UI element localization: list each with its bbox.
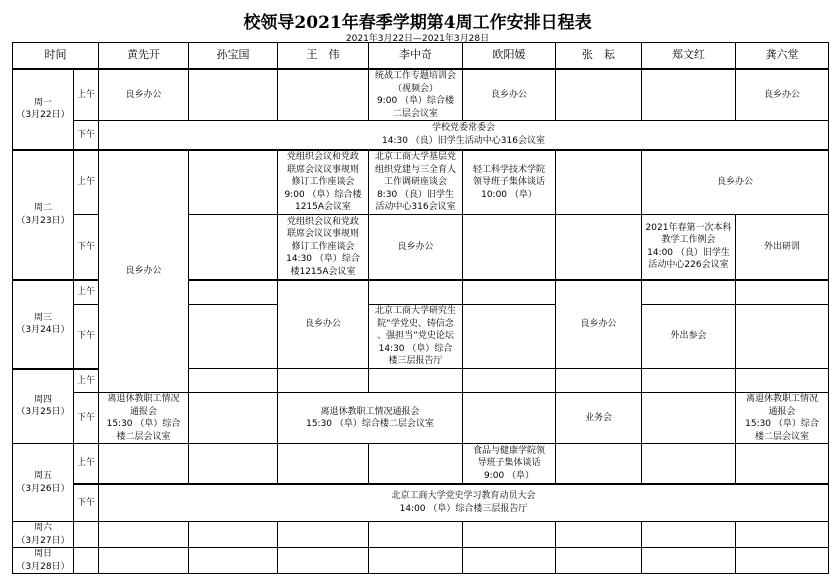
- header-person: 李中奇: [369, 43, 463, 70]
- cell: [736, 444, 829, 484]
- cell: 良乡办公: [556, 280, 642, 369]
- cell: [189, 444, 278, 484]
- cell: [642, 393, 736, 444]
- date-range: 2021年3月22日—2021年3月28日: [345, 34, 490, 44]
- cell: 外出研训: [736, 215, 829, 280]
- cell: [189, 369, 278, 393]
- cell: 党组织会议和党政 联席会议议事规则 修订工作座谈会 9:00 （阜）综合楼 1215A会议室: [278, 150, 369, 215]
- cell: [642, 280, 736, 305]
- header-person: 孙宝国: [189, 43, 278, 70]
- half-am: 上午: [74, 444, 99, 484]
- cell: 食品与健康学院领 导班子集体谈话 9:00 （阜）: [463, 444, 556, 484]
- cell: 良乡办公: [736, 69, 829, 121]
- row-mon-pm: [13, 121, 829, 150]
- cell: [463, 305, 556, 369]
- half-pm: 下午: [74, 215, 99, 280]
- cell: [556, 150, 642, 215]
- day-cell: 周五 （3月26日）: [13, 444, 74, 522]
- header-person: 郑文红: [642, 43, 736, 70]
- cell: [463, 215, 556, 280]
- header-person: 王 伟: [278, 43, 369, 70]
- cell: [556, 215, 642, 280]
- cell: [556, 369, 642, 393]
- cell: [189, 69, 278, 121]
- cell: 良乡办公: [99, 150, 189, 393]
- cell: 离退休教职工情况 通报会 15:30 （阜）综合 楼二层会议室: [736, 393, 829, 444]
- cell: [189, 305, 278, 369]
- cell: [189, 215, 278, 280]
- half-am: 上午: [74, 69, 99, 121]
- cell: 良乡办公: [99, 69, 189, 121]
- cell: [556, 444, 642, 484]
- cell: 2021年春第一次本科 教学工作例会 14:00 （良）旧学生 活动中心226会议室: [642, 215, 736, 280]
- cell: [642, 369, 736, 393]
- header-person: 张 耘: [556, 43, 642, 70]
- day-cell: 周六 （3月27日）: [13, 522, 74, 548]
- page-title: 校领导2021年春季学期第4周工作安排日程表: [243, 13, 592, 33]
- cell: 良乡办公: [463, 69, 556, 121]
- cell: [556, 69, 642, 121]
- cell: [99, 444, 189, 484]
- cell: [369, 444, 463, 484]
- half-am: 上午: [74, 280, 99, 305]
- cell: 北京工商大学党史学习教育动员大会 14:00 （阜）综合楼三层报告厅: [99, 484, 829, 522]
- cell: 良乡办公: [642, 150, 829, 215]
- header-row: [13, 43, 829, 70]
- day-cell: 周一 （3月22日）: [13, 69, 74, 150]
- cell: [642, 444, 736, 484]
- row-fri-pm: [13, 484, 829, 522]
- row-sun: [13, 548, 829, 574]
- day-cell: 周三 （3月24日）: [13, 280, 74, 369]
- cell: [278, 444, 369, 484]
- cell: 北京工商大学研究生 院“学党史、铸信念 、强担当”党史论坛 14:30 （阜）综合 楼三层报告厅: [369, 305, 463, 369]
- header-person: 黄先开: [99, 43, 189, 70]
- half-am: 上午: [74, 369, 99, 393]
- cell: 良乡办公: [369, 215, 463, 280]
- cell: 党组织会议和党政 联席会议议事规则 修订工作座谈会 14:30 （阜）综合 楼1215A会议室: [278, 215, 369, 280]
- half-pm: 下午: [74, 121, 99, 150]
- row-tue-am: [13, 150, 829, 215]
- day-cell: 周四 （3月25日）: [13, 369, 74, 444]
- row-fri-am: [13, 444, 829, 484]
- cell: [189, 393, 278, 444]
- cell: 统战工作专题培训会 （视频会） 9:00 （阜）综合楼 二层会议室: [369, 69, 463, 121]
- schedule-table: [12, 42, 829, 574]
- half-pm: 下午: [74, 393, 99, 444]
- cell: [369, 369, 463, 393]
- cell: [642, 69, 736, 121]
- header-person: 欧阳媛: [463, 43, 556, 70]
- cell: 北京工商大学基层党 组织党建与三全育人 工作调研座谈会 8:30 （良）旧学生 活动中心316会议室: [369, 150, 463, 215]
- cell: 离退休教职工情况 通报会 15:30 （阜）综合 楼二层会议室: [99, 393, 189, 444]
- cell: [189, 280, 278, 305]
- half-am: 上午: [74, 150, 99, 215]
- cell: [189, 150, 278, 215]
- cell: 业务会: [556, 393, 642, 444]
- day-cell: 周二 （3月23日）: [13, 150, 74, 280]
- header-person: 龚六堂: [736, 43, 829, 70]
- row-mon-am: [13, 69, 829, 121]
- cell: [278, 369, 369, 393]
- row-sat: [13, 522, 829, 548]
- day-cell: 周日 （3月28日）: [13, 548, 74, 574]
- half-pm: 下午: [74, 305, 99, 369]
- cell: 轻工科学技术学院 领导班子集体谈话 10:00 （阜）: [463, 150, 556, 215]
- cell: 离退休教职工情况通报会 15:30 （阜）综合楼二层会议室: [278, 393, 463, 444]
- half-pm: 下午: [74, 484, 99, 522]
- cell: [278, 69, 369, 121]
- header-time: 时间: [13, 43, 99, 70]
- cell: [369, 280, 463, 305]
- cell: 外出参会: [642, 305, 736, 369]
- cell: [463, 369, 556, 393]
- cell: [736, 280, 829, 305]
- cell: [463, 280, 556, 305]
- row-thu-pm: [13, 393, 829, 444]
- cell: 良乡办公: [278, 280, 369, 369]
- cell: [736, 305, 829, 369]
- cell: [736, 369, 829, 393]
- cell: [463, 393, 556, 444]
- cell: 学校党委常委会 14:30 （良）旧学生活动中心316会议室: [99, 121, 829, 150]
